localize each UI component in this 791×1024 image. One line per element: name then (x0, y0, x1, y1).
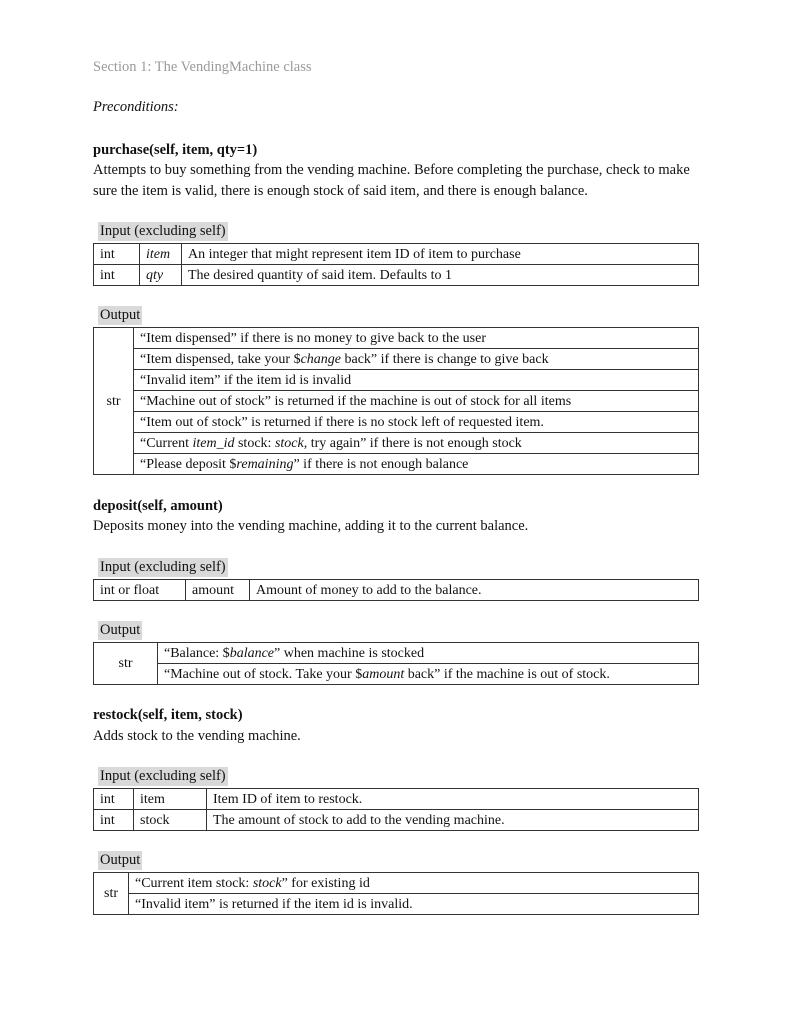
input-name-cell: item (134, 789, 207, 810)
output-desc-cell: “Machine out of stock” is returned if the machine is out of stock for all items (134, 391, 699, 412)
restock-output-table (93, 872, 699, 915)
deposit-description: Deposits money into the vending machine, adding it to the current balance. (93, 518, 529, 534)
restock-output-label: Output (100, 852, 141, 868)
output-desc-cell: “Balance: $balance” when machine is stocked (158, 643, 699, 664)
deposit-output-table (93, 642, 699, 685)
table-row (94, 412, 699, 433)
table-row (94, 789, 699, 810)
output-type-cell: str (94, 328, 134, 475)
input-desc-cell: Item ID of item to restock. (207, 789, 699, 810)
purchase-input-label: Input (excluding self) (100, 223, 226, 239)
table-row (94, 370, 699, 391)
output-desc-cell: “Item out of stock” is returned if there is no stock left of requested item. (134, 412, 699, 433)
table-row (94, 894, 699, 915)
section-title: Section 1: The VendingMachine class (93, 59, 312, 75)
deposit-output-label: Output (100, 622, 141, 638)
input-name-cell: amount (186, 580, 250, 601)
output-desc-cell: “Current item_id stock: stock, try again” if there is not enough stock (134, 433, 699, 454)
output-type-cell: str (94, 873, 129, 915)
purchase-output-label: Output (100, 307, 141, 323)
deposit-input-table (93, 579, 699, 601)
output-desc-cell: “Item dispensed, take your $change back” if there is change to give back (134, 349, 699, 370)
output-desc-cell: “Invalid item” if the item id is invalid (134, 370, 699, 391)
input-type-cell: int or float (94, 580, 186, 601)
table-row (94, 664, 699, 685)
input-name-cell: qty (140, 265, 182, 286)
deposit-input-label: Input (excluding self) (100, 559, 226, 575)
restock-input-label: Input (excluding self) (100, 768, 226, 784)
output-desc-cell: “Please deposit $remaining” if there is not enough balance (134, 454, 699, 475)
input-name-cell: stock (134, 810, 207, 831)
restock-signature: restock(self, item, stock) (93, 707, 243, 723)
input-desc-cell: The desired quantity of said item. Defaults to 1 (182, 265, 699, 286)
table-row (94, 391, 699, 412)
deposit-signature: deposit(self, amount) (93, 498, 223, 514)
purchase-signature: purchase(self, item, qty=1) (93, 142, 258, 158)
table-row (94, 244, 699, 265)
preconditions-label: Preconditions: (93, 99, 179, 115)
table-row (94, 454, 699, 475)
restock-description: Adds stock to the vending machine. (93, 728, 301, 744)
table-row (94, 580, 699, 601)
input-type-cell: int (94, 810, 134, 831)
output-desc-cell: “Item dispensed” if there is no money to give back to the user (134, 328, 699, 349)
input-desc-cell: Amount of money to add to the balance. (250, 580, 699, 601)
restock-input-table (93, 788, 699, 831)
table-row (94, 873, 699, 894)
purchase-input-table (93, 243, 699, 286)
table-row (94, 349, 699, 370)
input-desc-cell: The amount of stock to add to the vending machine. (207, 810, 699, 831)
purchase-output-table (93, 327, 699, 475)
input-desc-cell: An integer that might represent item ID of item to purchase (182, 244, 699, 265)
input-type-cell: int (94, 244, 140, 265)
output-desc-cell: “Invalid item” is returned if the item id is invalid. (129, 894, 699, 915)
input-type-cell: int (94, 789, 134, 810)
table-row (94, 265, 699, 286)
table-row (94, 433, 699, 454)
purchase-description: Attempts to buy something from the vending machine. Before completing the purchase, check to make sure the item is valid, there is enough stock of said item, and there is enough balance. (93, 162, 690, 199)
table-row (94, 810, 699, 831)
input-name-cell: item (140, 244, 182, 265)
output-desc-cell: “Machine out of stock. Take your $amount back” if the machine is out of stock. (158, 664, 699, 685)
input-type-cell: int (94, 265, 140, 286)
output-desc-cell: “Current item stock: stock” for existing id (129, 873, 699, 894)
output-type-cell: str (94, 643, 158, 685)
table-row (94, 328, 699, 349)
table-row (94, 643, 699, 664)
